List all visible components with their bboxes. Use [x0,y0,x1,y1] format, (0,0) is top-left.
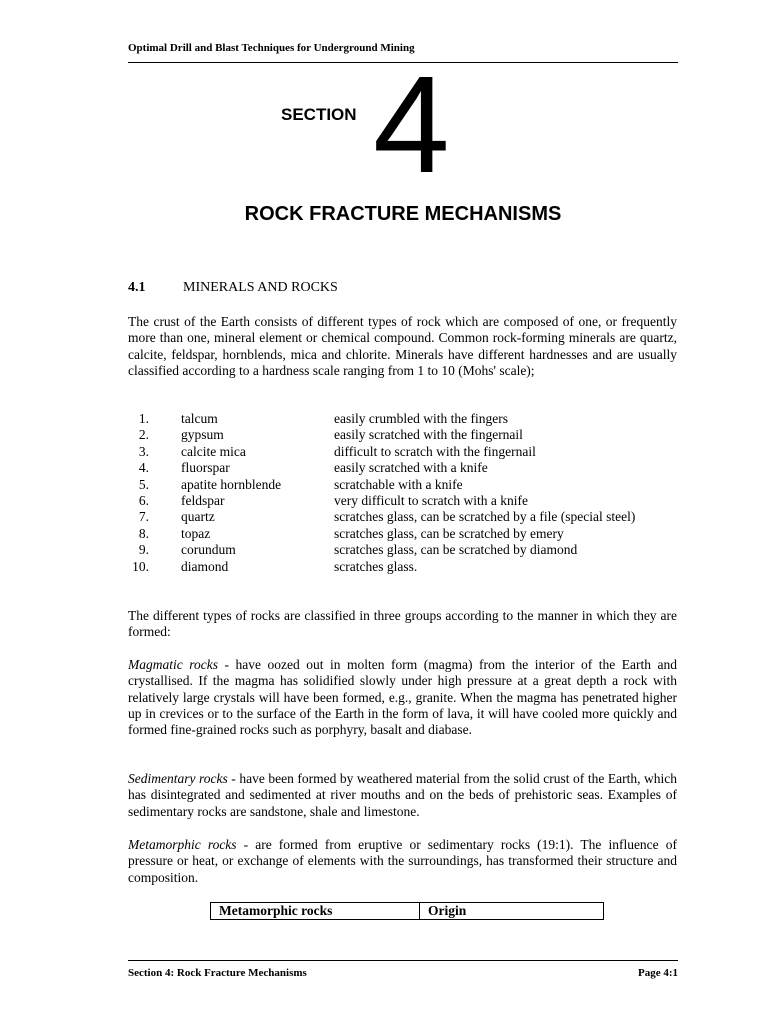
table-header-row [211,903,604,920]
list-item-description: scratches glass, can be scratched by diamond [334,542,578,558]
list-item-description: easily scratched with the fingernail [334,427,523,443]
rock-groups-paragraph: The different types of rocks are classified in three groups according to the manner in which they are formed: [128,608,677,640]
intro-paragraph: The crust of the Earth consists of different types of rock which are composed of one, or frequently more than one, mineral element or chemical compound. Common rock-forming minerals are quartz, calcite, feldspar, hornblends, mica and chlorite. Minerals have different hardnesses and are usually classified according to a hardness scale ranging from 1 to 10 (Mohs' scale); [128,314,677,378]
list-item-description: easily scratched with a knife [334,460,488,476]
footer-page-number: Page 4:1 [637,967,678,979]
sedimentary-term: Sedimentary rocks [128,771,228,786]
list-item-description: scratches glass, can be scratched by emery [334,525,564,541]
subsection-title: MINERALS AND ROCKS [183,280,338,295]
metamorphic-rocks-table [210,902,604,920]
footer-section: Section 4: Rock Fracture Mechanisms [128,967,307,979]
list-item-number: 2. [138,427,149,443]
list-item [128,493,688,509]
metamorphic-text: - are formed from eruptive or sedimentary rocks (19:1). The influence of pressure or heat, or exchange of elements with the surroundings, has transformed their structure and composition. [128,837,677,885]
list-item-mineral: gypsum [181,427,224,443]
list-item-number: 5. [138,476,149,492]
list-item-number: 10. [132,558,149,574]
subsection-number: 4.1 [128,280,146,295]
magmatic-term: Magmatic rocks [128,657,218,672]
list-item-description: difficult to scratch with the fingernail [334,443,536,459]
list-item-description: scratches glass. [334,558,418,574]
table-header-metamorphic-rocks: Metamorphic rocks [211,903,420,920]
hardness-scale-list [128,411,688,575]
list-item-description: very difficult to scratch with a knife [334,492,528,508]
list-item-mineral: quartz [181,509,215,525]
list-item [128,444,688,460]
list-item-mineral: fluorspar [181,460,230,476]
list-item-mineral: feldspar [181,492,225,508]
list-item-number: 1. [138,411,149,426]
list-item [128,477,688,493]
list-item-description: scratchable with a knife [334,476,463,492]
sedimentary-paragraph [128,771,677,820]
magmatic-paragraph [128,657,677,738]
section-label: SECTION [281,105,357,124]
list-item-number: 4. [138,460,149,476]
list-item-mineral: topaz [181,525,211,541]
list-item [128,542,688,558]
footer-divider [128,960,678,961]
list-item-mineral: diamond [181,558,229,574]
chapter-title: ROCK FRACTURE MECHANISMS [244,203,562,225]
list-item-number: 9. [138,542,149,558]
section-number: 4 [373,48,448,202]
list-item [128,427,688,443]
list-item [128,460,688,476]
list-item-mineral: calcite mica [181,443,246,459]
metamorphic-term: Metamorphic rocks [128,837,237,852]
running-header: Optimal Drill and Blast Techniques for Underground Mining [128,42,415,54]
list-item [128,526,688,542]
sedimentary-text: - have been formed by weathered material from the solid crust of the Earth, which has disintegrated and sedimented at river mouths and on the beds of prehistoric seas. Examples of sedimentary rocks are sandstone, shale and limestone. [128,771,677,819]
list-item-mineral: corundum [181,542,236,558]
list-item-mineral: apatite hornblende [181,476,282,492]
list-item-description: scratches glass, can be scratched by a file (special steel) [334,509,636,525]
list-item-number: 6. [138,492,149,508]
list-item-number: 8. [138,525,149,541]
table-header-origin: Origin [420,903,604,920]
list-item [128,509,688,525]
metamorphic-paragraph [128,837,677,886]
list-item-number: 7. [138,509,149,525]
list-item-mineral: talcum [181,411,218,426]
list-item [128,559,688,575]
magmatic-text: - have oozed out in molten form (magma) from the interior of the Earth and crystallised. If the magma has solidified slowly under high pressure at a great depth a rock with relatively large crystals will have been formed, e.g., granite. When the magma has penetrated higher up in crevices or to the surface of the Earth in the form of lava, it will have cooled more quickly and formed fine-grained rocks such as porphyry, basalt and diabase. [128,657,677,738]
list-item [128,411,688,427]
list-item-description: easily crumbled with the fingers [334,411,508,426]
subsection-heading [128,280,338,296]
list-item-number: 3. [138,443,149,459]
